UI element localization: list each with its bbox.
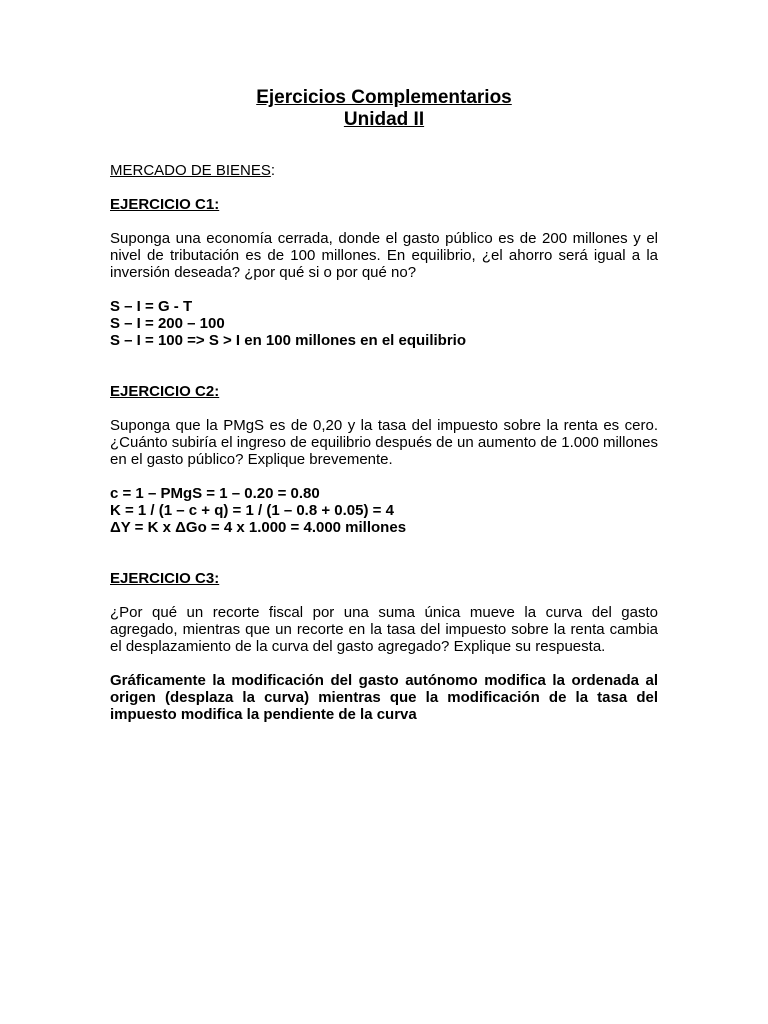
exercise-c1-heading: EJERCICIO C1:	[110, 196, 220, 213]
exercise-c2-answer-line: K = 1 / (1 – c + q) = 1 / (1 – 0.8 + 0.05) = 4	[110, 502, 394, 519]
document-body	[110, 162, 658, 723]
section-heading	[110, 162, 658, 179]
exercise-c2-question: Suponga que la PMgS es de 0,20 y la tasa del impuesto sobre la renta es cero. ¿Cuánto subiría el ingreso de equilibrio después de un aumento de 1.000 millones en el gasto público? Explique brevemente.	[110, 417, 658, 468]
exercise-c1-answer-line: S – I = G - T	[110, 298, 193, 315]
exercise-c1-answer-line: S – I = 200 – 100	[110, 315, 225, 332]
title-line-2: Unidad II	[343, 109, 425, 130]
exercise-c3-heading: EJERCICIO C3:	[110, 570, 220, 587]
exercise-c1-answer-line: S – I = 100 => S > I en 100 millones en el equilibrio	[110, 332, 466, 349]
document-title	[0, 87, 768, 131]
exercise-c2-answer-line: c = 1 – PMgS = 1 – 0.20 = 0.80	[110, 485, 320, 502]
section-heading-label: MERCADO DE BIENES	[110, 162, 271, 179]
exercise-c1-question: Suponga una economía cerrada, donde el gasto público es de 200 millones y el nivel de tributación es de 100 millones. En equilibrio, ¿el ahorro será igual a la inversión deseada? ¿por qué si o por qué no?	[110, 230, 658, 281]
exercise-c3-question: ¿Por qué un recorte fiscal por una suma única mueve la curva del gasto agregado, mientras que un recorte en la tasa del impuesto sobre la renta cambia el desplazamiento de la curva del gasto agregado? Explique su respuesta.	[110, 604, 658, 655]
section-heading-suffix: :	[270, 162, 276, 179]
title-line-1: Ejercicios Complementarios	[256, 87, 512, 108]
exercise-c3-answer: Gráficamente la modificación del gasto autónomo modifica la ordenada al origen (desplaza la curva) mientras que la modificación de la tasa del impuesto modifica la pendiente de la curva	[110, 672, 658, 723]
exercise-c2-heading: EJERCICIO C2:	[110, 383, 220, 400]
exercise-c2-answer-line: ΔY = K x ΔGo = 4 x 1.000 = 4.000 millones	[110, 519, 407, 536]
